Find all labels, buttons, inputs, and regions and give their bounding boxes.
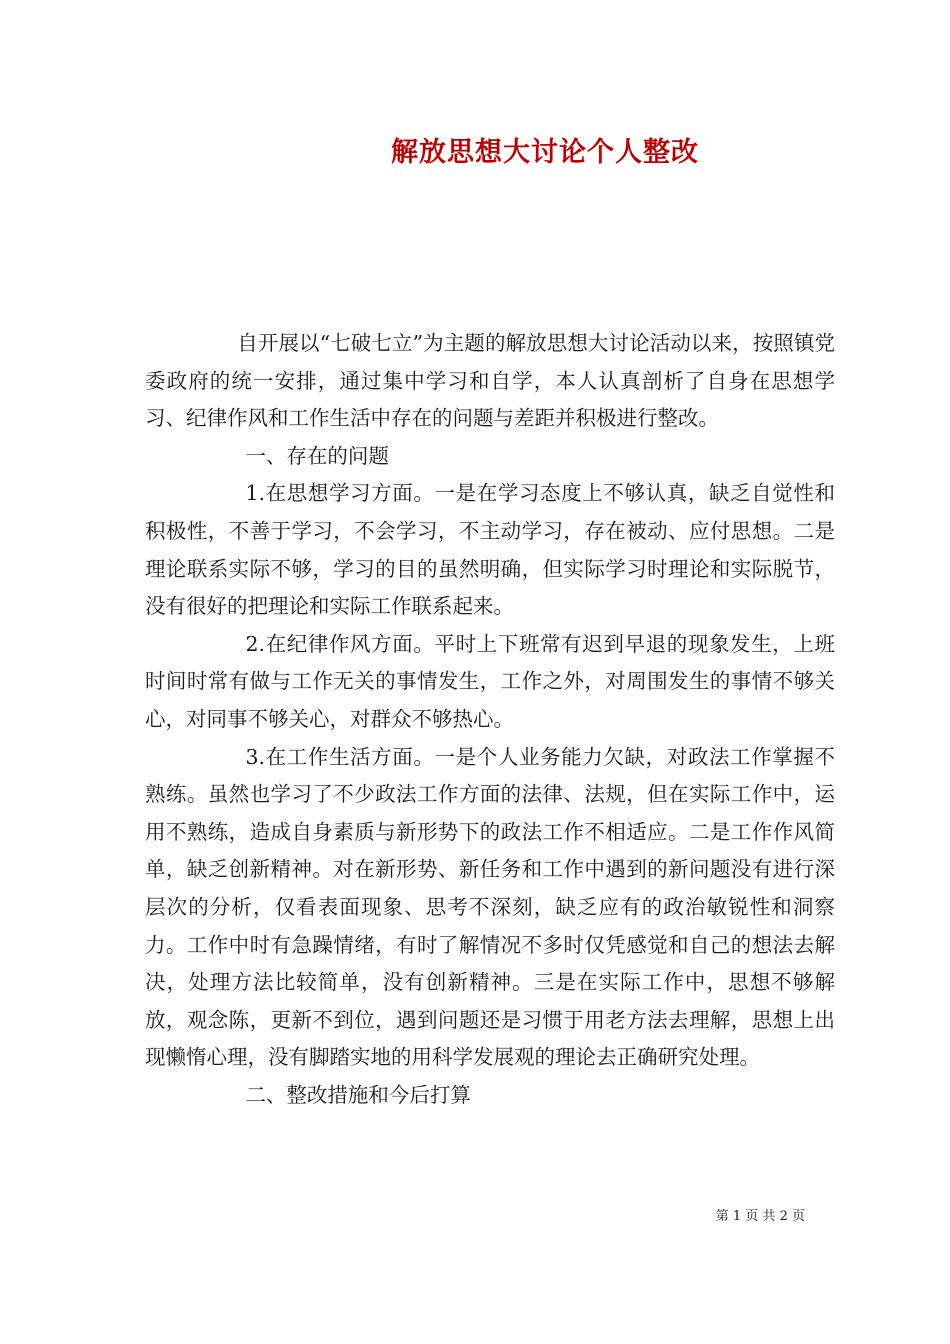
intro-paragraph: 自开展以“七破七立”为主题的解放思想大讨论活动以来，按照镇党委政府的统一安排，通过集中学习和自学，本人认真剖析了自身在思想学习、纪律作风和工作生活中存在的问题与差距并积极进行整改。	[145, 331, 835, 431]
problem-item-discipline: 2.在纪律作风方面。平时上下班常有迟到早退的现象发生，上班时间时常有做与工作无关的事情发生，工作之外，对周围发生的事情不够关心，对同事不够关心，对群众不够热心。	[145, 631, 835, 731]
section-heading-measures: 二、整改措施和今后打算	[245, 1082, 471, 1107]
section-heading-problems: 一、存在的问题	[245, 443, 389, 468]
problem-item-thinking-study: 1.在思想学习方面。一是在学习态度上不够认真，缺乏自觉性和积极性，不善于学习，不会学习，不主动学习，存在被动、应付思想。二是理论联系实际不够，学习的目的虽然明确，但实际学习时理论和实际脱节，没有很好的把理论和实际工作联系起来。	[145, 481, 835, 619]
page-number: 第 1 页 共 2 页	[715, 1209, 805, 1224]
document-title: 解放思想大讨论个人整改	[391, 137, 699, 168]
problem-item-work-life: 3.在工作生活方面。一是个人业务能力欠缺，对政法工作掌握不熟练。虽然也学习了不少政法工作方面的法律、法规，但在实际工作中，运用不熟练，造成自身素质与新形势下的政法工作不相适应。二是工作作风简单，缺乏创新精神。对在新形势、新任务和工作中遇到的新问题没有进行深层次的分析，仅看表面现象、思考不深刻，缺乏应有的政治敏锐性和洞察力。工作中时有急躁情绪，有时了解情况不多时仅凭感觉和自己的想法去解决，处理方法比较简单，没有创新精神。三是在实际工作中，思想不够解放，观念陈，更新不到位，遇到问题还是习惯于用老方法去理解，思想上出现懒惰心理，没有脚踏实地的用科学发展观的理论去正确研究处理。	[145, 744, 835, 1070]
document-body	[145, 325, 835, 1114]
